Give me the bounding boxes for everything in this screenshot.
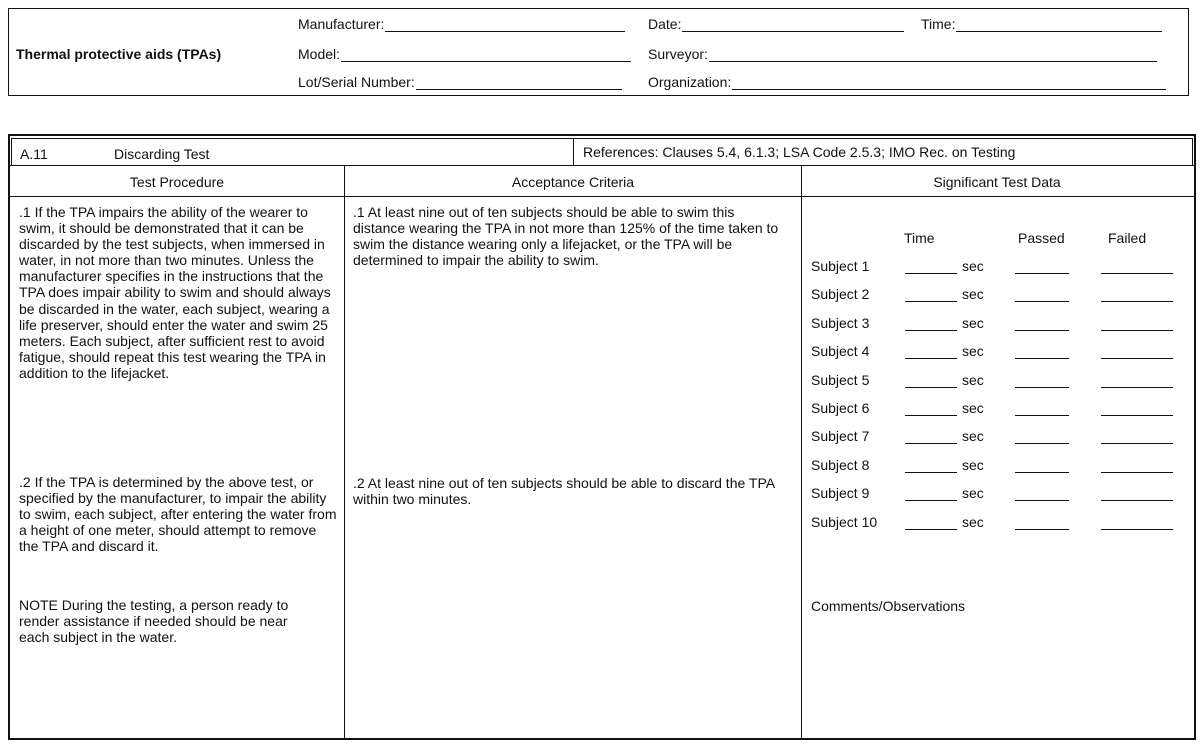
- time-blank[interactable]: [905, 387, 957, 388]
- organization-field[interactable]: [648, 74, 1166, 90]
- passed-blank[interactable]: [1015, 330, 1069, 331]
- seconds-unit: sec: [962, 343, 984, 359]
- failed-blank[interactable]: [1101, 500, 1173, 501]
- seconds-unit: sec: [962, 400, 984, 416]
- seconds-unit: sec: [962, 485, 984, 501]
- subject-label: Subject 6: [811, 400, 870, 416]
- passed-blank[interactable]: [1015, 443, 1069, 444]
- data-column-passed: Passed: [1018, 230, 1065, 246]
- time-blank[interactable]: [905, 472, 957, 473]
- procedure-paragraph-2: .2 If the TPA is determined by the above test, or specified by the manufacturer, to impair the ability to swim, each subject, after entering the water from a height of one meter, should attempt to remove the TPA and discard it.: [19, 474, 337, 555]
- criteria-paragraph-1: .1 At least nine out of ten subjects should be able to swim this distance wearing the TPA in not more than 125% of the time taken to swim the distance wearing only a lifejacket, or the TPA will be determined to impair the ability to swim.: [353, 204, 779, 269]
- data-column-failed: Failed: [1108, 230, 1147, 246]
- organization-label: Organization:: [648, 74, 732, 90]
- time-blank[interactable]: [905, 273, 957, 274]
- failed-blank[interactable]: [1101, 273, 1173, 274]
- surveyor-field[interactable]: [648, 46, 1157, 62]
- seconds-unit: sec: [962, 315, 984, 331]
- passed-blank[interactable]: [1015, 358, 1069, 359]
- passed-blank[interactable]: [1015, 529, 1069, 530]
- time-label: Time:: [921, 16, 956, 32]
- subject-label: Subject 1: [811, 258, 870, 274]
- subject-label: Subject 4: [811, 343, 870, 359]
- model-field[interactable]: [298, 46, 631, 62]
- surveyor-blank[interactable]: [709, 49, 1157, 62]
- failed-blank[interactable]: [1101, 358, 1173, 359]
- model-label: Model:: [298, 46, 341, 62]
- organization-blank[interactable]: [732, 77, 1166, 90]
- comments-label: Comments/Observations: [811, 598, 966, 614]
- subject-label: Subject 10: [811, 514, 878, 530]
- title-row-left-line: [11, 138, 12, 165]
- column-header-bottom-line: [10, 196, 1194, 197]
- seconds-unit: sec: [962, 457, 984, 473]
- passed-blank[interactable]: [1015, 415, 1069, 416]
- time-blank[interactable]: [905, 500, 957, 501]
- passed-blank[interactable]: [1015, 387, 1069, 388]
- seconds-unit: sec: [962, 258, 984, 274]
- test-name: Discarding Test: [114, 146, 210, 162]
- failed-blank[interactable]: [1101, 301, 1173, 302]
- subject-label: Subject 5: [811, 372, 870, 388]
- date-field[interactable]: [648, 16, 904, 32]
- time-blank[interactable]: [905, 415, 957, 416]
- column-divider-2: [801, 166, 802, 738]
- time-blank[interactable]: [956, 19, 1162, 32]
- subject-label: Subject 8: [811, 457, 870, 473]
- subject-label: Subject 2: [811, 286, 870, 302]
- subject-label: Subject 3: [811, 315, 870, 331]
- test-references: References: Clauses 5.4, 6.1.3; LSA Code 2.5.3; IMO Rec. on Testing: [583, 144, 1016, 160]
- date-label: Date:: [648, 16, 682, 32]
- time-field[interactable]: [921, 16, 1162, 32]
- model-blank[interactable]: [341, 49, 631, 62]
- time-blank[interactable]: [905, 330, 957, 331]
- seconds-unit: sec: [962, 514, 984, 530]
- column-header-data: Significant Test Data: [933, 174, 1061, 190]
- title-row-bottom-line: [10, 165, 1194, 166]
- time-blank[interactable]: [905, 443, 957, 444]
- procedure-note: NOTE During the testing, a person ready to render assistance if needed should be near each subject in the water.: [19, 597, 289, 646]
- passed-blank[interactable]: [1015, 301, 1069, 302]
- title-row-top-line: [11, 138, 1192, 139]
- form-title: Thermal protective aids (TPAs): [16, 46, 222, 62]
- criteria-paragraph-2: .2 At least nine out of ten subjects should be able to discard the TPA within two minutes.: [353, 475, 775, 508]
- passed-blank[interactable]: [1015, 500, 1069, 501]
- subject-label: Subject 7: [811, 428, 870, 444]
- failed-blank[interactable]: [1101, 330, 1173, 331]
- seconds-unit: sec: [962, 372, 984, 388]
- lot-serial-label: Lot/Serial Number:: [298, 74, 415, 90]
- seconds-unit: sec: [962, 428, 984, 444]
- time-blank[interactable]: [905, 358, 957, 359]
- column-header-criteria: Acceptance Criteria: [511, 174, 635, 190]
- surveyor-label: Surveyor:: [648, 46, 708, 62]
- time-blank[interactable]: [905, 529, 957, 530]
- date-blank[interactable]: [682, 19, 904, 32]
- procedure-paragraph-1: .1 If the TPA impairs the ability of the wearer to swim, it should be demonstrated that it can be discarded by the test subjects, when immersed in water, in not more than two minutes. Unless the manufacturer specifies in the instructions that the TPA does impair ability to swim and should always be discarded in the water, each subject, wearing a life preserver, should enter the water and swim 25 meters. Each subject, after sufficient rest to avoid fatigue, should repeat this test wearing the TPA in addition to the lifejacket.: [19, 204, 331, 381]
- column-divider-1: [344, 166, 345, 738]
- failed-blank[interactable]: [1101, 415, 1173, 416]
- subject-label: Subject 9: [811, 485, 870, 501]
- failed-blank[interactable]: [1101, 387, 1173, 388]
- test-id: A.11: [20, 146, 48, 162]
- title-row-right-line: [1192, 138, 1193, 165]
- manufacturer-field[interactable]: [298, 16, 625, 32]
- failed-blank[interactable]: [1101, 443, 1173, 444]
- time-blank[interactable]: [905, 301, 957, 302]
- passed-blank[interactable]: [1015, 273, 1069, 274]
- lot-serial-field[interactable]: [298, 74, 622, 90]
- column-header-procedure: Test Procedure: [129, 174, 225, 190]
- failed-blank[interactable]: [1101, 529, 1173, 530]
- failed-blank[interactable]: [1101, 472, 1173, 473]
- lot-serial-blank[interactable]: [416, 77, 622, 90]
- data-column-time: Time: [904, 230, 935, 246]
- title-row-divider: [573, 138, 574, 165]
- manufacturer-blank[interactable]: [385, 19, 625, 32]
- seconds-unit: sec: [962, 286, 984, 302]
- passed-blank[interactable]: [1015, 472, 1069, 473]
- manufacturer-label: Manufacturer:: [298, 16, 385, 32]
